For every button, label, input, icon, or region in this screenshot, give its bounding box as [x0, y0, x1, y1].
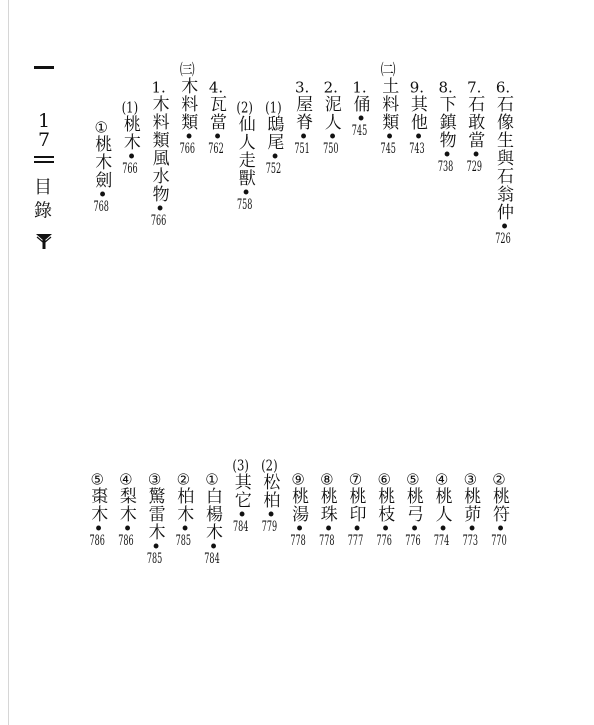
entry-title: 桃符	[489, 487, 509, 523]
entry-page-number: 729	[466, 160, 482, 175]
entry-marker: ③	[147, 472, 162, 487]
toc-entry[interactable]	[493, 80, 513, 246]
entry-title: 屋脊	[292, 95, 313, 131]
entry-marker: ②	[176, 472, 191, 487]
entry-marker: ②	[492, 472, 506, 487]
toc-entry[interactable]	[374, 472, 394, 548]
margin-rule-double-2	[34, 161, 54, 163]
toc-entry[interactable]	[173, 472, 193, 548]
entry-title: 桃木劍	[91, 135, 112, 189]
entry-marker: (2)	[261, 458, 278, 473]
entry-marker: 3.	[294, 80, 310, 95]
entry-page-number: 743	[409, 142, 425, 157]
entry-marker: ⑧	[320, 472, 334, 487]
toc-entry[interactable]	[403, 472, 423, 548]
entry-marker: 7.	[467, 80, 482, 95]
entry-page-number: 726	[495, 232, 511, 247]
toc-entry[interactable]	[321, 80, 341, 156]
entry-title: 石像生與石翁仲	[493, 95, 513, 221]
entry-marker: ⑨	[291, 472, 305, 487]
toc-entry[interactable]	[464, 80, 484, 174]
leader-dot: •	[173, 523, 194, 535]
leader-dot: •	[493, 221, 513, 233]
entry-title: 驚雷木	[144, 487, 165, 541]
leader-dot: •	[464, 149, 485, 161]
entry-title: 木料類風水物	[148, 95, 169, 203]
leader-dot: •	[292, 131, 313, 143]
entry-title: 梨木	[115, 487, 136, 523]
leader-dot: •	[259, 509, 280, 521]
leader-dot: •	[435, 149, 456, 161]
entry-title: 瓦當	[206, 95, 226, 131]
fishtail-ornament-icon	[34, 234, 54, 250]
toc-entry[interactable]	[91, 120, 111, 214]
entry-marker: ㈡	[380, 62, 396, 77]
toc-entry[interactable]	[317, 472, 337, 548]
entry-marker: 6.	[495, 80, 511, 95]
entry-marker: 1.	[151, 80, 166, 95]
toc-entry[interactable]	[346, 472, 366, 548]
toc-entry[interactable]	[149, 80, 169, 228]
entry-marker: 9.	[409, 80, 425, 95]
entry-page-number: 785	[146, 552, 163, 567]
entry-page-number: 745	[351, 124, 368, 139]
entry-page-number: 777	[347, 534, 364, 549]
toc-entry[interactable]	[235, 100, 255, 212]
entry-marker: 8.	[438, 80, 453, 95]
entry-page-number: 778	[290, 534, 306, 549]
entry-title: 木料類	[177, 77, 198, 131]
entry-marker: ⑤	[406, 472, 420, 487]
toc-entry[interactable]	[263, 100, 283, 176]
entry-page-number: 745	[380, 142, 396, 157]
leader-dot: •	[115, 523, 136, 535]
leader-dot: •	[148, 203, 169, 215]
entry-marker: ③	[463, 472, 478, 487]
entry-marker: (1)	[265, 100, 282, 115]
entry-marker: ④	[119, 472, 133, 487]
entry-title: 桃人	[431, 487, 452, 523]
entry-page-number: 738	[437, 160, 454, 175]
entry-page-number: 766	[122, 162, 138, 177]
toc-entry[interactable]	[350, 80, 370, 138]
leader-dot: •	[345, 523, 366, 535]
toc-entry[interactable]	[120, 100, 140, 176]
entry-marker: ⑦	[348, 472, 363, 487]
entry-title: 桃木	[119, 115, 140, 151]
entry-page-number: 774	[433, 534, 450, 549]
leader-dot: •	[177, 131, 198, 143]
toc-entry[interactable]	[259, 458, 279, 534]
entry-title: 柏木	[173, 487, 194, 523]
entry-page-number: 785	[175, 534, 191, 549]
entry-page-number: 776	[405, 534, 421, 549]
leader-dot: •	[263, 151, 284, 163]
leader-dot: •	[316, 523, 337, 535]
leader-dot: •	[349, 113, 370, 125]
page-edge	[8, 0, 9, 725]
margin-rule-double-1	[34, 156, 54, 158]
leader-dot: •	[288, 523, 309, 535]
entry-marker: 2.	[323, 80, 338, 95]
leader-dot: •	[230, 509, 251, 521]
leader-dot: •	[206, 131, 226, 143]
entry-marker: ①	[205, 472, 219, 487]
entry-page-number: 770	[491, 534, 507, 549]
leader-dot: •	[460, 523, 481, 535]
leader-dot: •	[91, 189, 112, 201]
entry-title: 桃弓	[402, 487, 423, 523]
entry-title: 桃印	[345, 487, 366, 523]
toc-entry[interactable]	[116, 472, 136, 548]
toc-entry[interactable]	[460, 472, 480, 548]
entry-marker: 4.	[208, 80, 224, 95]
leader-dot: •	[378, 131, 399, 143]
entry-marker: ㈢	[179, 62, 195, 77]
entry-page-number: 758	[236, 198, 253, 213]
page-number: 1 7	[37, 110, 51, 151]
leader-dot: •	[234, 187, 255, 199]
entry-marker: ⑥	[377, 472, 391, 487]
running-head: 目 錄	[31, 177, 52, 219]
entry-page-number: 766	[179, 142, 195, 157]
entry-marker: (1)	[121, 100, 139, 115]
entry-page-number: 766	[150, 214, 167, 229]
entry-page-number: 762	[208, 142, 224, 157]
entry-title: 土料類	[378, 77, 399, 131]
entry-page-number: 752	[265, 162, 282, 177]
toc-entry[interactable]	[489, 472, 509, 548]
entry-title: 仙人走獸	[234, 115, 255, 187]
toc-entry[interactable]	[206, 80, 226, 156]
leader-dot: •	[431, 523, 452, 535]
entry-title: 桃枝	[374, 487, 395, 523]
toc-entry[interactable]	[407, 80, 427, 156]
entry-page-number: 786	[118, 534, 134, 549]
toc-entry[interactable]	[87, 472, 107, 548]
entry-page-number: 773	[462, 534, 478, 549]
entry-page-number: 779	[261, 520, 278, 535]
toc-entry[interactable]	[436, 80, 456, 174]
entry-page-number: 768	[93, 200, 109, 215]
toc-entry[interactable]	[231, 458, 251, 534]
entry-page-number: 776	[376, 534, 392, 549]
entry-marker: ④	[434, 472, 449, 487]
leader-dot: •	[87, 523, 108, 535]
entry-title: 松柏	[259, 473, 280, 509]
entry-title: 桃茆	[460, 487, 481, 523]
margin-rule-top	[34, 66, 54, 69]
toc-entry[interactable]	[378, 62, 398, 156]
entry-marker: 1.	[352, 80, 367, 95]
toc-entry[interactable]	[432, 472, 452, 548]
toc-entry[interactable]	[145, 472, 165, 566]
entry-title: 鴟尾	[263, 115, 284, 151]
entry-title: 桃珠	[316, 487, 337, 523]
entry-title: 下鎮物	[435, 95, 456, 149]
entry-title: 其它	[230, 473, 251, 509]
entry-title: 白楊木	[202, 487, 222, 541]
entry-page-number: 750	[323, 142, 339, 157]
entry-marker: ①	[94, 120, 108, 135]
leader-dot: •	[402, 523, 423, 535]
toc-entry[interactable]	[177, 62, 197, 156]
toc-entry[interactable]	[202, 472, 222, 566]
leader-dot: •	[202, 541, 222, 553]
entry-title: 其他	[406, 95, 427, 131]
leader-dot: •	[374, 523, 395, 535]
entry-marker: (2)	[236, 100, 253, 115]
leader-dot: •	[119, 151, 140, 163]
entry-title: 泥人	[320, 95, 341, 131]
entry-title: 桃湯	[288, 487, 309, 523]
entry-title: 石敢當	[464, 95, 485, 149]
leader-dot: •	[144, 541, 165, 553]
entry-page-number: 778	[319, 534, 335, 549]
entry-page-number: 751	[294, 142, 310, 157]
entry-title: 棗木	[87, 487, 108, 523]
leader-dot: •	[406, 131, 427, 143]
entry-title: 俑	[349, 95, 370, 113]
entry-marker: (3)	[232, 458, 249, 473]
entry-marker: ⑤	[90, 472, 104, 487]
leader-dot: •	[489, 523, 509, 535]
toc-entry[interactable]	[292, 80, 312, 156]
entry-page-number: 786	[89, 534, 105, 549]
entry-page-number: 784	[204, 552, 220, 567]
entry-page-number: 784	[232, 520, 249, 535]
toc-entry[interactable]	[288, 472, 308, 548]
leader-dot: •	[320, 131, 341, 143]
